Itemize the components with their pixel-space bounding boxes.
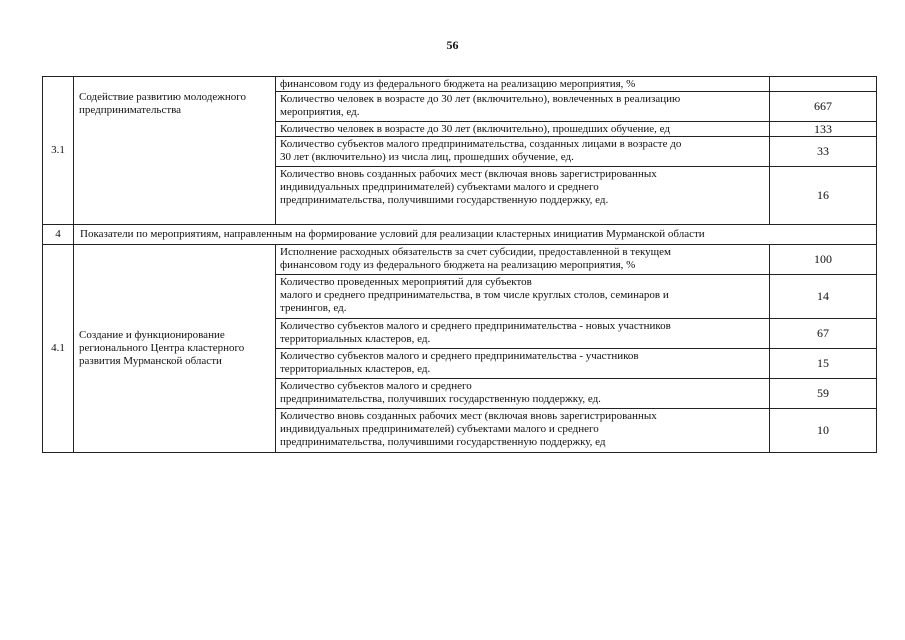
- indicator-value: 33: [770, 137, 877, 167]
- indicator-text: Количество субъектов малого предпринимательства, созданных лицами в возрасте до 30 лет (включительно) из числа лиц, прошедших обучение, ед.: [280, 138, 682, 163]
- indicator-text: Количество проведенных мероприятий для субъектов малого и среднего предпринимательства, в том числе круглых столов, семинаров и тренингов, ед.: [280, 276, 669, 314]
- table-row: [43, 245, 877, 275]
- row-code: 3.1: [43, 77, 74, 225]
- indicator-value: 16: [770, 167, 877, 225]
- row-name: Содействие развитию молодежного предпринимательства: [74, 77, 276, 225]
- section-title: Показатели по мероприятиям, направленным на формирование условий для реализации кластерных инициатив Мурманской области: [74, 225, 877, 245]
- indicator-text: Количество субъектов малого и среднего предпринимательства - новых участников территориальных кластеров, ед.: [280, 320, 671, 345]
- indicator-text: Количество вновь созданных рабочих мест (включая вновь зарегистрированных индивидуальных предпринимателей) субъектами малого и среднего предпринимательства, получившими государственную поддержку, ед: [280, 410, 657, 448]
- indicator-value: 67: [770, 319, 877, 349]
- indicator-value: [770, 77, 877, 92]
- indicator-text: Количество вновь созданных рабочих мест (включая вновь зарегистрированных индивидуальных предпринимателей) субъектами малого и среднего предпринимательства, получившими государственную поддержку, ед.: [280, 168, 657, 206]
- indicator-text: Количество субъектов малого и среднего предпринимательства - участников территориальных кластеров, ед.: [280, 350, 639, 375]
- indicator-text: Количество человек в возрасте до 30 лет (включительно), прошедших обучение, ед: [280, 123, 670, 135]
- indicator-value: 15: [770, 349, 877, 379]
- indicator-text: финансовом году из федерального бюджета на реализацию мероприятия, %: [280, 78, 636, 90]
- row-code: 4.1: [43, 245, 74, 453]
- row-name: Создание и функционирование регионального Центра кластерного развития Мурманской области: [74, 245, 276, 453]
- indicator-value: 10: [770, 409, 877, 453]
- indicator-text: Количество субъектов малого и среднего предпринимательства, получивших государственную поддержку, ед.: [280, 380, 601, 405]
- indicator-text: Количество человек в возрасте до 30 лет (включительно), вовлеченных в реализацию мероприятия, ед.: [280, 93, 681, 118]
- page-number: 56: [446, 38, 459, 52]
- indicator-value: 59: [770, 379, 877, 409]
- indicators-table: [42, 76, 877, 453]
- table-row: [43, 77, 877, 92]
- section-code: 4: [43, 225, 74, 245]
- section-row: [43, 225, 877, 245]
- indicator-value: 133: [770, 122, 877, 137]
- indicator-value: 14: [770, 275, 877, 319]
- indicator-value: 100: [770, 245, 877, 275]
- indicator-text: Исполнение расходных обязательств за счет субсидии, предоставленной в текущем финансовом году из федерального бюджета на реализацию мероприятия, %: [280, 246, 671, 271]
- indicator-value: 667: [770, 92, 877, 122]
